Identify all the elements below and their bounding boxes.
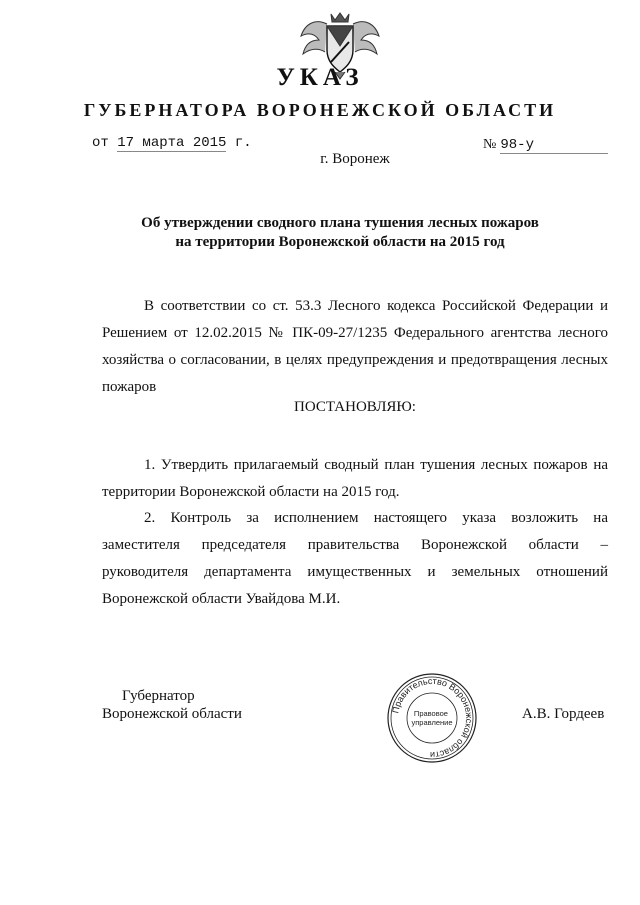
document-date [92, 135, 252, 152]
official-stamp [386, 672, 478, 764]
list-item: 1. Утвердить прилагаемый сводный план тушения лесных пожаров на территории Воронежской области на 2015 год. [102, 457, 608, 500]
document-subtitle: ГУБЕРНАТОРА ВОРОНЕЖСКОЙ ОБЛАСТИ [83, 100, 557, 120]
stamp-ring-text: Правительство Воронежской области [390, 675, 475, 761]
document-title: УКАЗ [276, 64, 364, 91]
svg-text:Правовое управление: Правовое управление [411, 709, 453, 727]
decree-word: ПОСТАНОВЛЯЮ: [294, 399, 416, 415]
document-heading: Об утверждении сводного плана тушения лесных пожаров на территории Воронежской области на 2015 год [141, 215, 539, 250]
city-line: г. Воронеж [320, 151, 390, 167]
number-label: № [483, 137, 497, 152]
date-value: 17 марта 2015 [117, 135, 227, 151]
signatory-name: А.В. Гордеев [522, 706, 605, 722]
number-value: 98-у [500, 137, 608, 154]
date-prefix: от [92, 135, 109, 151]
preamble-paragraph: В соответствии со ст. 53.3 Лесного кодекса Российской Федерации и Решением от 12.02.2015 № ПК-09-27/1235 Федерального агентства лесного хозяйства о согласовании, в целях предупреждения и предотвращения лесных пожаров [102, 298, 608, 395]
signatory-region: Воронежской области [102, 706, 242, 722]
signatory-position: Губернатор [122, 688, 195, 704]
list-item: 2. Контроль за исполнением настоящего указа возложить на заместителя председателя правительства Воронежской области – руководителя департамента имущественных и земельных отношений Воронежской области Увайдова М.И. [102, 510, 608, 607]
date-suffix: г. [234, 135, 252, 151]
